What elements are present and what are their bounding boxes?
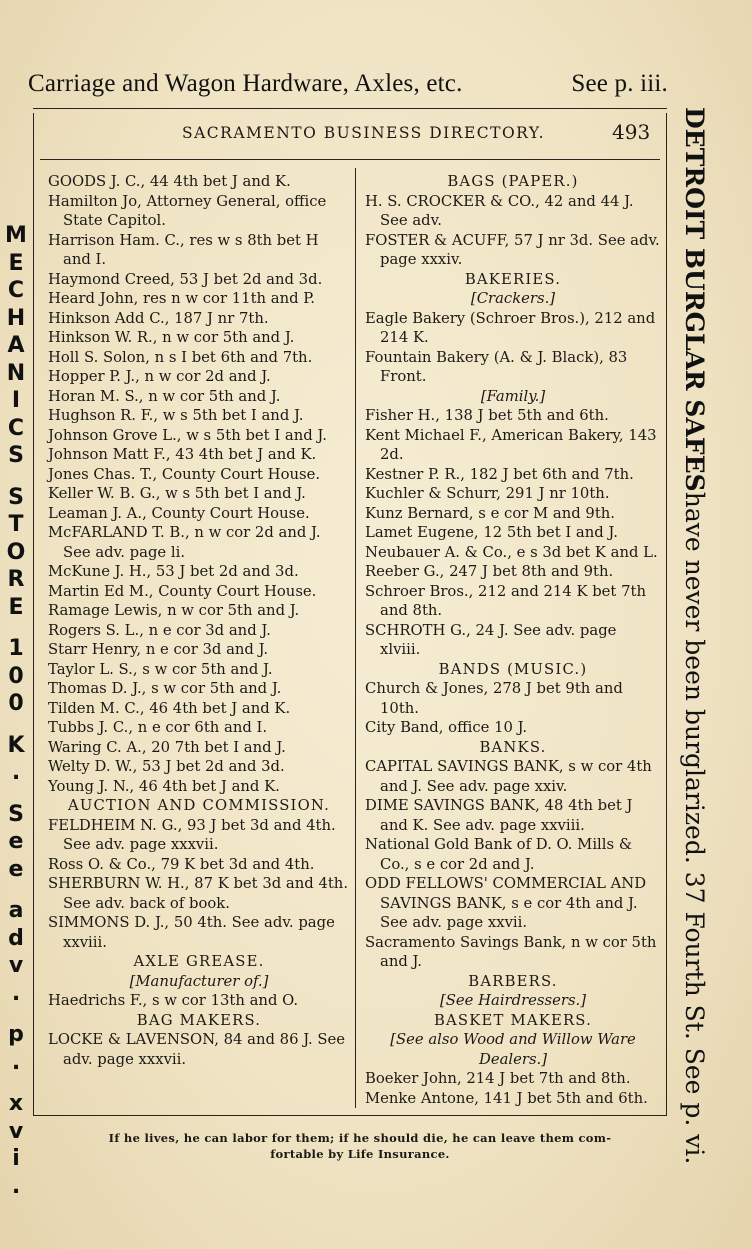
- directory-entry: GOODS J. C., 44 4th bet J and K.: [48, 173, 291, 190]
- directory-entry: Fountain Bakery (A. & J. Black), 83 Front.: [365, 348, 628, 385]
- side-left-char: v: [8, 1118, 24, 1144]
- side-left-char: A: [7, 333, 25, 358]
- directory-entry: Hinkson W. R., n w cor 5th and J.: [48, 329, 295, 346]
- side-left-char: 0: [8, 691, 24, 716]
- directory-entry: Hinkson Add C., 187 J nr 7th.: [48, 309, 269, 327]
- banner-see: See p. iii.: [571, 70, 668, 97]
- directory-entry: Kuchler & Schurr, 291 J nr 10th.: [365, 485, 610, 502]
- side-left-char: e: [8, 829, 24, 854]
- directory-entry: Hopper P. J., n w cor 2d and J.: [48, 368, 271, 385]
- directory-entry: Taylor L. S., s w cor 5th and J.: [48, 660, 273, 678]
- banner-text: Carriage and Wagon Hardware, Axles, etc.: [28, 70, 463, 97]
- frame-top-rule: [33, 108, 667, 109]
- section-heading: BASKET MAKERS.: [433, 1011, 593, 1029]
- directory-entry: SIMMONS D. J., 50 4th. See adv. page xxviii.: [48, 914, 335, 951]
- column-divider: [355, 168, 356, 1108]
- directory-entry: Reeber G., 247 J bet 8th and 9th.: [365, 563, 614, 580]
- directory-entry: SCHROTH G., 24 J. See adv. page xlviii.: [365, 621, 617, 658]
- footer-line-2: fortable by Life Insurance.: [270, 1147, 450, 1161]
- side-left-char: v: [8, 953, 24, 978]
- directory-entry: McKune J. H., 53 J bet 2d and 3d.: [48, 563, 299, 580]
- directory-entry: Jones Chas. T., County Court House.: [48, 465, 321, 483]
- section-heading: BAKERIES.: [464, 270, 562, 288]
- directory-entry: Johnson Grove L., w s 5th bet I and J.: [48, 426, 327, 444]
- directory-entry: Starr Henry, n e cor 3d and J.: [48, 641, 269, 658]
- directory-entry: Welty D. W., 53 J bet 2d and 3d.: [48, 758, 285, 775]
- directory-entry: Kent Michael F., American Bakery, 143 2d.: [365, 426, 657, 463]
- side-left-char: [12, 883, 20, 897]
- directory-entry: Heard John, res n w cor 11th and P.: [48, 290, 315, 307]
- side-left-char: .: [11, 1049, 21, 1075]
- directory-entry: SHERBURN W. H., 87 K bet 3d and 4th. See adv. back of book.: [48, 875, 349, 912]
- directory-entry: CAPITAL SAVINGS BANK, s w cor 4th and J. See adv. page xxiv.: [365, 758, 652, 795]
- directory-entry: Rogers S. L., n e cor 3d and J.: [48, 621, 271, 639]
- top-banner: [28, 70, 668, 98]
- side-left-char: K: [7, 732, 25, 758]
- page-title: SACRAMENTO BUSINESS DIRECTORY.: [182, 124, 546, 142]
- directory-entry: Boeker John, 214 J bet 7th and 8th.: [365, 1070, 631, 1087]
- directory-entry: McFARLAND T. B., n w cor 2d and J. See adv. page li.: [48, 524, 321, 561]
- directory-entry: Lamet Eugene, 12 5th bet I and J.: [365, 524, 618, 541]
- directory-entry: Menke Antone, 141 J bet 5th and 6th.: [365, 1089, 648, 1107]
- section-heading: AXLE GREASE.: [133, 953, 265, 970]
- side-left-char: C: [7, 278, 25, 303]
- directory-entry: Kestner P. R., 182 J bet 6th and 7th.: [365, 465, 634, 483]
- side-left-char: S: [8, 484, 24, 510]
- directory-entry: Church & Jones, 278 J bet 9th and 10th.: [365, 680, 623, 717]
- directory-entry: National Gold Bank of D. O. Mills & Co., s e cor 2d and J.: [365, 836, 632, 873]
- side-left-char: x: [8, 1091, 24, 1116]
- directory-entry: Harrison Ham. C., res w s 8th bet H and I.: [48, 231, 319, 268]
- directory-entry: Horan M. S., n w cor 5th and J.: [48, 387, 281, 405]
- section-heading: BAGS (PAPER.): [447, 173, 579, 190]
- section-subheading: [Family.]: [480, 387, 546, 405]
- side-left-char: T: [8, 512, 24, 537]
- side-left-char: a: [8, 898, 24, 923]
- side-left-char: .: [11, 760, 21, 785]
- directory-entry: Haymond Creed, 53 J bet 2d and 3d.: [48, 270, 323, 288]
- side-left-char: S: [8, 801, 24, 827]
- side-left-char: [12, 1076, 20, 1090]
- directory-entry: Keller W. B. G., w s 5th bet I and J.: [48, 485, 306, 502]
- directory-entry: Ramage Lewis, n w cor 5th and J.: [48, 602, 300, 619]
- directory-entry: H. S. CROCKER & CO., 42 and 44 J. See adv.: [365, 192, 634, 229]
- side-left-char: p: [8, 1022, 24, 1047]
- directory-entry: Johnson Matt F., 43 4th bet J and K.: [48, 446, 317, 463]
- side-left-char: M: [5, 223, 27, 248]
- side-left-char: d: [8, 925, 24, 951]
- side-left-char: O: [6, 539, 26, 565]
- directory-entry: Neubauer A. & Co., e s 3d bet K and L.: [365, 543, 658, 561]
- side-left-char: .: [11, 1173, 21, 1199]
- side-left-char: E: [8, 594, 24, 620]
- header-rule: [40, 159, 660, 160]
- side-right-rest: have never been burglarized. 37 Fourth St. See p. vi.: [680, 491, 709, 1165]
- side-left-char: C: [7, 415, 25, 441]
- section-subheading: [Manufacturer of.]: [129, 972, 269, 990]
- section-heading: BARBERS.: [468, 972, 558, 990]
- side-left-char: .: [11, 980, 21, 1006]
- directory-entry: FELDHEIM N. G., 93 J bet 3d and 4th. See adv. page xxxvii.: [48, 816, 336, 853]
- directory-entry: Martin Ed M., County Court House.: [48, 582, 317, 600]
- section-subheading: [See also Wood and Willow Ware Dealers.]: [390, 1031, 636, 1068]
- directory-entry: Fisher H., 138 J bet 5th and 6th.: [365, 407, 609, 424]
- directory-entry: Leaman J. A., County Court House.: [48, 504, 310, 522]
- side-left-char: N: [6, 360, 26, 386]
- side-left-char: E: [8, 250, 24, 276]
- section-heading: BANKS.: [479, 738, 547, 756]
- side-left-char: S: [8, 443, 24, 468]
- footer-note: [30, 1130, 690, 1162]
- directory-entry: LOCKE & LAVENSON, 84 and 86 J. See adv. page xxxvii.: [48, 1031, 346, 1068]
- directory-entry: Hamilton Jo, Attorney General, office State Capitol.: [48, 192, 327, 229]
- directory-entry: Holl S. Solon, n s I bet 6th and 7th.: [48, 348, 313, 366]
- page-number: 493: [612, 120, 651, 144]
- directory-entry: Tubbs J. C., n e cor 6th and I.: [48, 719, 268, 736]
- side-left-advert: [3, 222, 29, 1199]
- directory-entry: Schroer Bros., 212 and 214 K bet 7th and 8th.: [365, 582, 646, 619]
- side-left-char: 0: [8, 663, 24, 689]
- directory-entry: FOSTER & ACUFF, 57 J nr 3d. See adv. page xxxiv.: [365, 231, 660, 268]
- footer-line-1: If he lives, he can labor for them; if he should die, he can leave them com-: [108, 1131, 612, 1145]
- side-left-char: I: [11, 388, 21, 413]
- directory-entry: Eagle Bakery (Schroer Bros.), 212 and 214 K.: [365, 309, 656, 346]
- left-column: [48, 172, 350, 1069]
- directory-entry: ODD FELLOWS' COMMERCIAL AND SAVINGS BANK, s e cor 4th and J. See adv. page xxvii.: [365, 875, 647, 931]
- section-subheading: [See Hairdressers.]: [439, 992, 587, 1009]
- directory-entry: Hughson R. F., w s 5th bet I and J.: [48, 407, 304, 424]
- directory-entry: Kunz Bernard, s e cor M and 9th.: [365, 504, 616, 522]
- side-left-char: H: [6, 305, 26, 331]
- side-left-char: [12, 787, 20, 801]
- side-right-bold: DETROIT BURGLAR SAFES: [680, 107, 709, 492]
- side-left-char: R: [7, 567, 25, 592]
- side-left-char: [12, 470, 20, 484]
- directory-entry: Haedrichs F., s w cor 13th and O.: [48, 992, 299, 1009]
- directory-entry: Ross O. & Co., 79 K bet 3d and 4th.: [48, 855, 315, 873]
- side-left-char: 1: [8, 636, 24, 661]
- directory-entry: DIME SAVINGS BANK, 48 4th bet J and K. See adv. page xxviii.: [365, 797, 633, 834]
- side-left-char: [12, 621, 20, 635]
- directory-entry: Young J. N., 46 4th bet J and K.: [48, 777, 280, 795]
- directory-entry: Waring C. A., 20 7th bet I and J.: [48, 738, 286, 756]
- directory-entry: Sacramento Savings Bank, n w cor 5th and J.: [365, 933, 657, 970]
- side-left-char: i: [12, 1146, 20, 1171]
- right-column: [365, 172, 661, 1108]
- directory-entry: City Band, office 10 J.: [365, 719, 528, 736]
- section-heading: BANDS (MUSIC.): [438, 660, 588, 678]
- section-heading: AUCTION AND COMMISSION.: [67, 797, 331, 814]
- side-left-char: [12, 718, 20, 732]
- side-left-char: [12, 1007, 20, 1021]
- directory-entry: Thomas D. J., s w cor 5th and J.: [48, 680, 282, 697]
- directory-entry: Tilden M. C., 46 4th bet J and K.: [48, 699, 291, 717]
- side-left-char: e: [8, 856, 24, 882]
- section-subheading: [Crackers.]: [470, 290, 556, 307]
- section-heading: BAG MAKERS.: [136, 1011, 262, 1029]
- side-right-advert: [672, 107, 716, 1165]
